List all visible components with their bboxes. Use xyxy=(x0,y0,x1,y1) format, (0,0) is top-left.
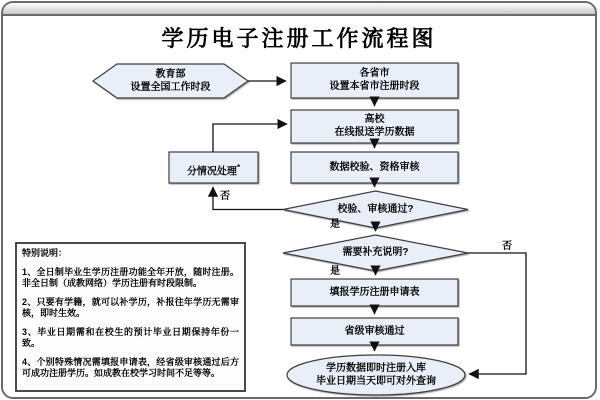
node-moe-line1: 教育部 xyxy=(155,69,186,80)
node-university-line2: 在线报送学历数据 xyxy=(334,127,415,138)
window-frame xyxy=(1,1,597,399)
edge-needsupp-no-to-final xyxy=(468,253,526,374)
node-university-label xyxy=(291,113,458,139)
node-moe-line2: 设置全国工作时段 xyxy=(130,82,211,93)
node-province-set-line1: 各省市 xyxy=(359,68,390,79)
notes-title: 特别说明： xyxy=(22,248,68,258)
node-province-set-label xyxy=(291,67,458,93)
node-province-set-line2: 设置本省市注册时段 xyxy=(329,81,420,92)
notes-item-2: 2、只要有学籍，就可以补学历，补报往年学历无需审核，即时生效。 xyxy=(22,296,239,318)
page-title: 学历电子注册工作流程图 xyxy=(161,26,437,51)
notes-item-1: 1、全日制毕业生学历注册功能全年开放，随时注册。非全日制（成教网络）学历注册有时段限制。 xyxy=(22,266,239,288)
case-handle-asterisk: * xyxy=(236,163,241,172)
node-final-line2: 毕业日期当天即可对外查询 xyxy=(316,376,436,387)
node-check-pass-label: 校验、审核通过? xyxy=(337,204,414,215)
edge-label-no-right: 否 xyxy=(502,241,512,252)
node-case-handle-label: 分情况处理* xyxy=(186,163,241,178)
notes-item-4: 4、个别特殊情况需填报申请表，经省级审核通过后方可成功注册学历。如成教在校学习时间不足等等。 xyxy=(22,356,239,378)
notes-box xyxy=(15,242,246,392)
notes-item-3: 3、毕业日期需和在校生的预计毕业日期保持年份一致。 xyxy=(22,326,239,348)
node-province-approve-label: 省级审核通过 xyxy=(344,326,405,337)
edge-label-no-left: 否 xyxy=(220,191,230,202)
node-fill-form-label: 填报学历注册申请表 xyxy=(329,287,420,298)
window-titlebar xyxy=(3,3,595,16)
node-final-label xyxy=(287,362,465,388)
edge-label-yes-1: 是 xyxy=(330,219,340,230)
edge-label-yes-2: 是 xyxy=(330,266,340,277)
node-moe-label xyxy=(98,68,243,94)
node-final-line1: 学历数据即时注册入库 xyxy=(326,363,426,374)
node-university-line1: 高校 xyxy=(364,114,385,125)
edge-case-to-university xyxy=(213,124,287,152)
node-data-check-label: 数据校验、资格审核 xyxy=(329,162,420,173)
node-need-supplement-label: 需要补充说明? xyxy=(342,247,409,258)
